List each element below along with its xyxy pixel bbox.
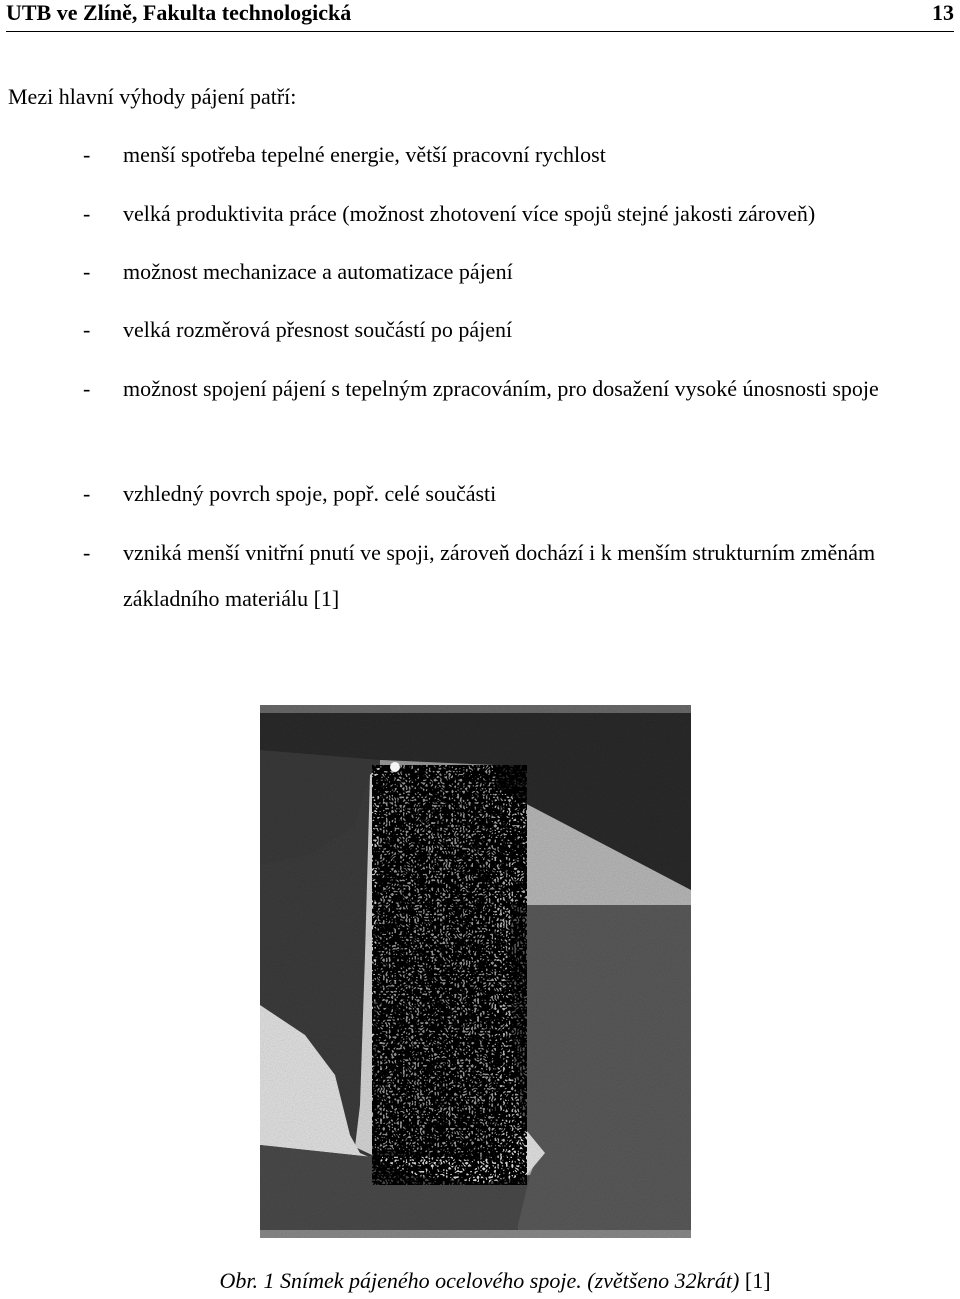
list-item-text: možnost spojení pájení s tepelným zpracováním, pro dosažení vysoké únosnosti spoje	[123, 376, 879, 401]
list-item	[83, 366, 943, 412]
list-item-text: možnost mechanizace a automatizace pájení	[123, 259, 513, 284]
list-item-text: velká produktivita práce (možnost zhotovení více spojů stejné jakosti zároveň)	[123, 201, 816, 226]
list-item	[83, 191, 943, 237]
caption-reference: [1]	[739, 1268, 771, 1293]
list-item	[83, 249, 943, 295]
bullet-dash: -	[83, 142, 91, 167]
page-header	[6, 0, 954, 32]
caption-text: Obr. 1 Snímek pájeného ocelového spoje. (zvětšeno 32krát)	[219, 1268, 740, 1293]
bullet-dash: -	[83, 201, 91, 226]
bullet-dash: -	[83, 376, 91, 401]
bullet-dash: -	[83, 259, 91, 284]
page-number: 13	[932, 0, 954, 25]
bullet-dash: -	[83, 540, 91, 565]
bullet-dash: -	[83, 481, 91, 506]
intro-paragraph: Mezi hlavní výhody pájení patří:	[8, 84, 297, 109]
figure-caption	[0, 1268, 960, 1294]
list-item-text: vzniká menší vnitřní pnutí ve spoji, zároveň dochází i k menším strukturním změnám základního materiálu [1]	[123, 540, 876, 611]
list-item-text: velká rozměrová přesnost součástí po pájení	[123, 317, 513, 342]
list-item-text: vzhledný povrch spoje, popř. celé součásti	[123, 481, 497, 506]
list-item	[83, 132, 943, 178]
micrograph-image	[260, 705, 691, 1238]
bullet-dash: -	[83, 317, 91, 342]
list-item	[83, 471, 943, 517]
list-item	[83, 530, 943, 622]
list-item	[83, 307, 943, 353]
header-title: UTB ve Zlíně, Fakulta technologická	[6, 0, 352, 25]
list-item-text: menší spotřeba tepelné energie, větší pracovní rychlost	[123, 142, 606, 167]
